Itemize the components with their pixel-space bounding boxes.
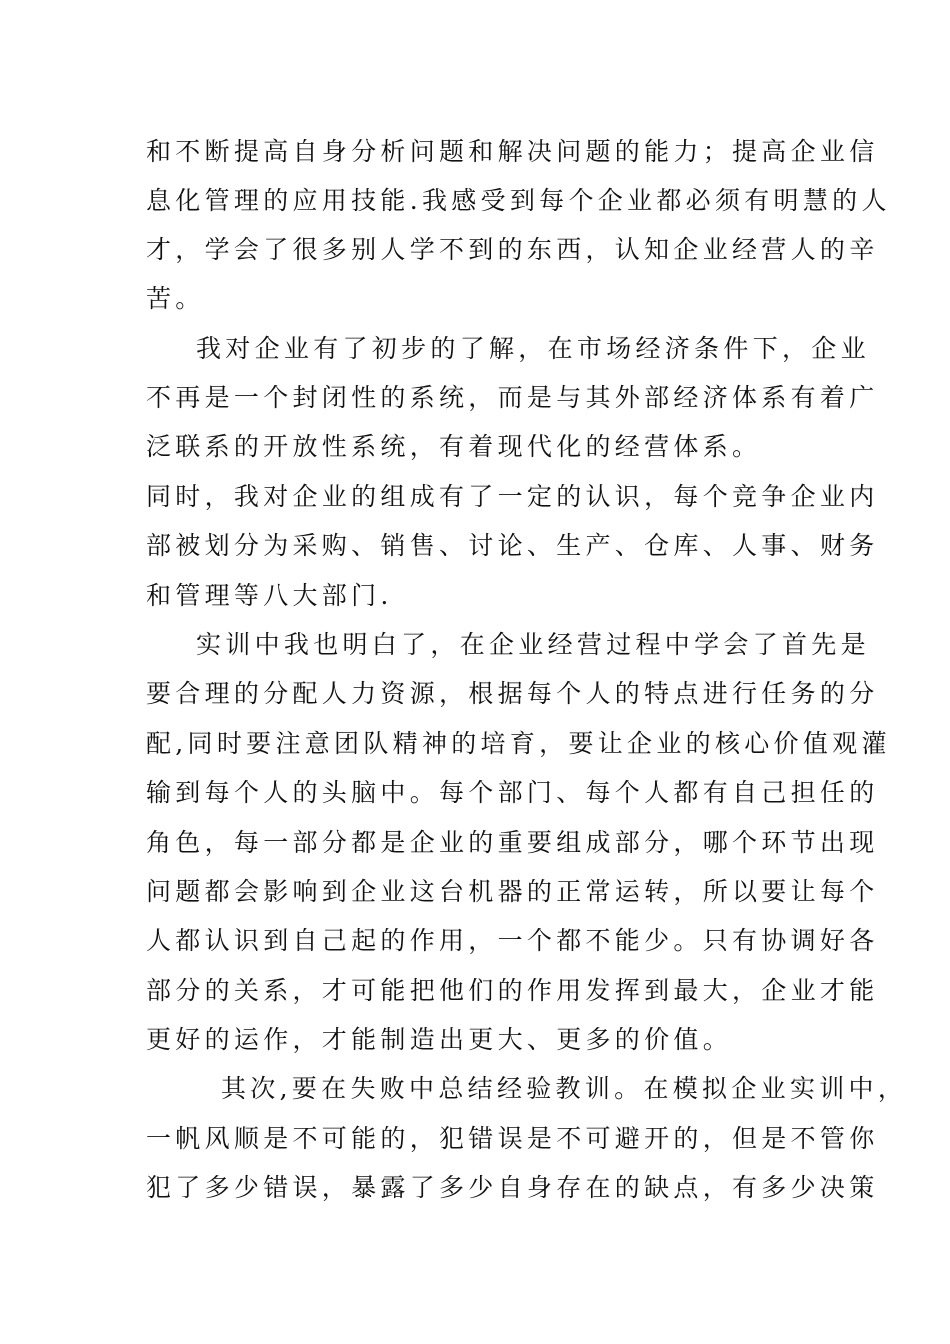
text-line: 不再是一个封闭性的系统，而是与其外部经济体系有着广 <box>146 383 879 412</box>
text-line: 输到每个人的头脑中。每个部门、每个人都有自己担任的 <box>146 778 879 807</box>
text-line: 配,同时要注意团队精神的培育，要让企业的核心价值观灌 <box>146 729 891 758</box>
text-line: 和不断提高自身分析问题和解决问题的能力；提高企业信 <box>146 137 879 166</box>
text-line: 同时，我对企业的组成有了一定的认识，每个竞争企业内 <box>146 482 879 511</box>
text-line: 实训中我也明白了，在企业经营过程中学会了首先是 <box>196 630 870 659</box>
text-line: 角色，每一部分都是企业的重要组成部分，哪个环节出现 <box>146 828 879 857</box>
text-line: 部被划分为采购、销售、讨论、生产、仓库、人事、财务 <box>146 531 879 560</box>
text-line: 人都认识到自己起的作用，一个都不能少。只有协调好各 <box>146 926 879 955</box>
text-line: 苦。 <box>146 284 205 313</box>
text-line: 我对企业有了初步的了解，在市场经济条件下，企业 <box>196 334 870 363</box>
text-line: 犯了多少错误，暴露了多少自身存在的缺点，有多少决策 <box>146 1173 879 1202</box>
text-line: 更好的运作，才能制造出更大、更多的价值。 <box>146 1025 733 1054</box>
text-line: 息化管理的应用技能.我感受到每个企业都必须有明慧的人 <box>146 186 891 215</box>
text-line: 要合理的分配人力资源，根据每个人的特点进行任务的分 <box>146 679 879 708</box>
text-line: 部分的关系，才可能把他们的作用发挥到最大，企业才能 <box>146 976 879 1005</box>
text-line: 才，学会了很多别人学不到的东西，认知企业经营人的辛 <box>146 235 879 264</box>
text-line: 和管理等八大部门. <box>146 581 393 610</box>
text-line: 泛联系的开放性系统，有着现代化的经营体系。 <box>146 432 762 461</box>
text-line: 其次,要在失败中总结经验教训。在模拟企业实训中， <box>221 1074 908 1103</box>
text-line: 问题都会影响到企业这台机器的正常运转，所以要让每个 <box>146 877 879 906</box>
text-line: 一帆风顺是不可能的，犯错误是不可避开的，但是不管你 <box>146 1124 879 1153</box>
